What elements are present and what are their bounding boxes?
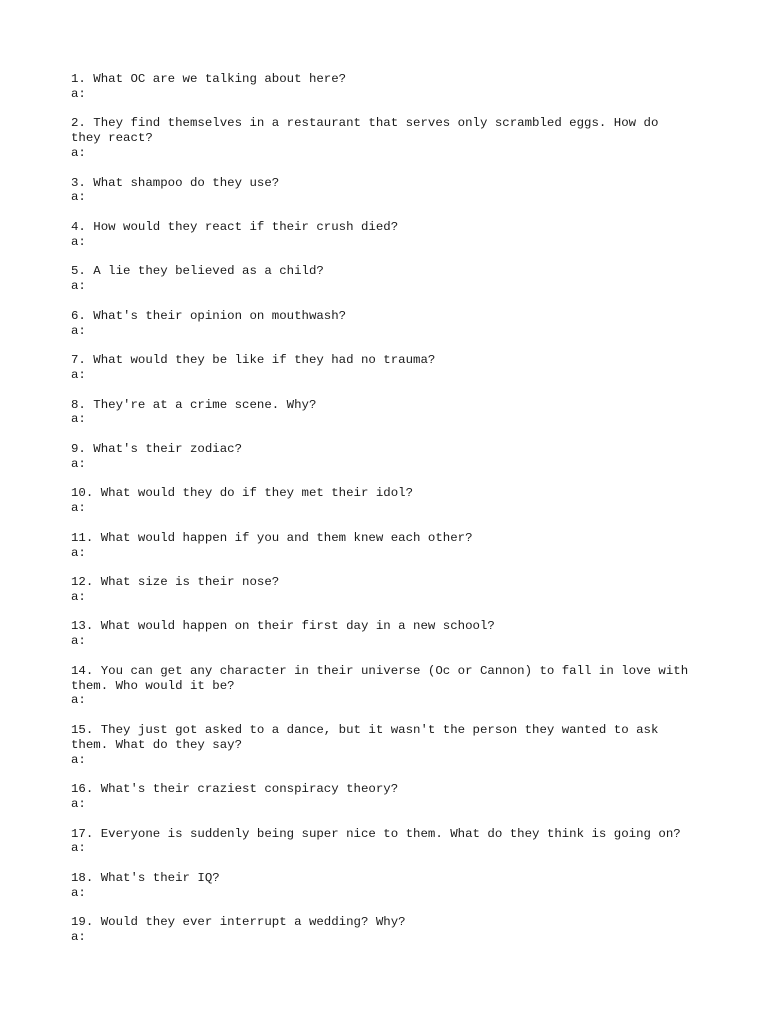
answer-line: a: — [71, 930, 86, 945]
questionnaire-page — [71, 72, 711, 960]
answer-line: a: — [71, 797, 86, 812]
answer-line: a: — [71, 634, 86, 649]
answer-line: a: — [71, 86, 86, 101]
question-text: 13. What would happen on their first day in a new school? — [71, 619, 495, 634]
question-text: 4. How would they react if their crush died? — [71, 219, 399, 234]
question-item-1 — [71, 72, 711, 102]
question-text: 16. What's their craziest conspiracy theory? — [71, 782, 399, 797]
question-text: 9. What's their zodiac? — [71, 441, 243, 456]
question-item-8 — [71, 398, 711, 428]
question-text: 18. What's their IQ? — [71, 871, 220, 886]
question-item-17 — [71, 827, 711, 857]
question-item-4 — [71, 220, 711, 250]
question-text: 11. What would happen if you and them knew each other? — [71, 530, 473, 545]
question-item-19 — [71, 915, 711, 945]
question-text: 7. What would they be like if they had no trauma? — [71, 353, 436, 368]
answer-line: a: — [71, 885, 86, 900]
question-text: 15. They just got asked to a dance, but it wasn't the person they wanted to ask them. What do they say? — [71, 723, 659, 752]
answer-line: a: — [71, 190, 86, 205]
answer-line: a: — [71, 752, 86, 767]
answer-line: a: — [71, 841, 86, 856]
question-item-10 — [71, 486, 711, 516]
question-text: 10. What would they do if they met their idol? — [71, 486, 414, 501]
question-item-13 — [71, 619, 711, 649]
question-text: 5. A lie they believed as a child? — [71, 264, 324, 279]
question-item-5 — [71, 264, 711, 294]
question-text: 3. What shampoo do they use? — [71, 175, 280, 190]
answer-line: a: — [71, 367, 86, 382]
answer-line: a: — [71, 501, 86, 516]
question-item-7 — [71, 353, 711, 383]
question-text: 19. Would they ever interrupt a wedding? Why? — [71, 915, 406, 930]
question-item-16 — [71, 782, 711, 812]
question-item-18 — [71, 871, 711, 901]
answer-line: a: — [71, 323, 86, 338]
question-item-12 — [71, 575, 711, 605]
answer-line: a: — [71, 589, 86, 604]
answer-line: a: — [71, 234, 86, 249]
question-text: 1. What OC are we talking about here? — [71, 72, 347, 86]
question-text: 17. Everyone is suddenly being super nice to them. What do they think is going on? — [71, 826, 681, 841]
question-text: 2. They find themselves in a restaurant that serves only scrambled eggs. How do they react? — [71, 116, 659, 146]
answer-line: a: — [71, 693, 86, 708]
question-item-6 — [71, 309, 711, 339]
question-item-9 — [71, 442, 711, 472]
question-item-15 — [71, 723, 711, 767]
answer-line: a: — [71, 279, 86, 294]
question-text: 8. They're at a crime scene. Why? — [71, 397, 317, 412]
answer-line: a: — [71, 412, 86, 427]
answer-line: a: — [71, 145, 86, 160]
question-item-2 — [71, 116, 711, 160]
question-item-14 — [71, 664, 711, 708]
answer-line: a: — [71, 456, 86, 471]
question-text: 12. What size is their nose? — [71, 575, 280, 590]
question-text: 14. You can get any character in their universe (Oc or Cannon) to fall in love with them. Who would it be? — [71, 663, 689, 693]
answer-line: a: — [71, 545, 86, 560]
question-text: 6. What's their opinion on mouthwash? — [71, 308, 347, 323]
question-item-11 — [71, 531, 711, 561]
question-item-3 — [71, 176, 711, 206]
